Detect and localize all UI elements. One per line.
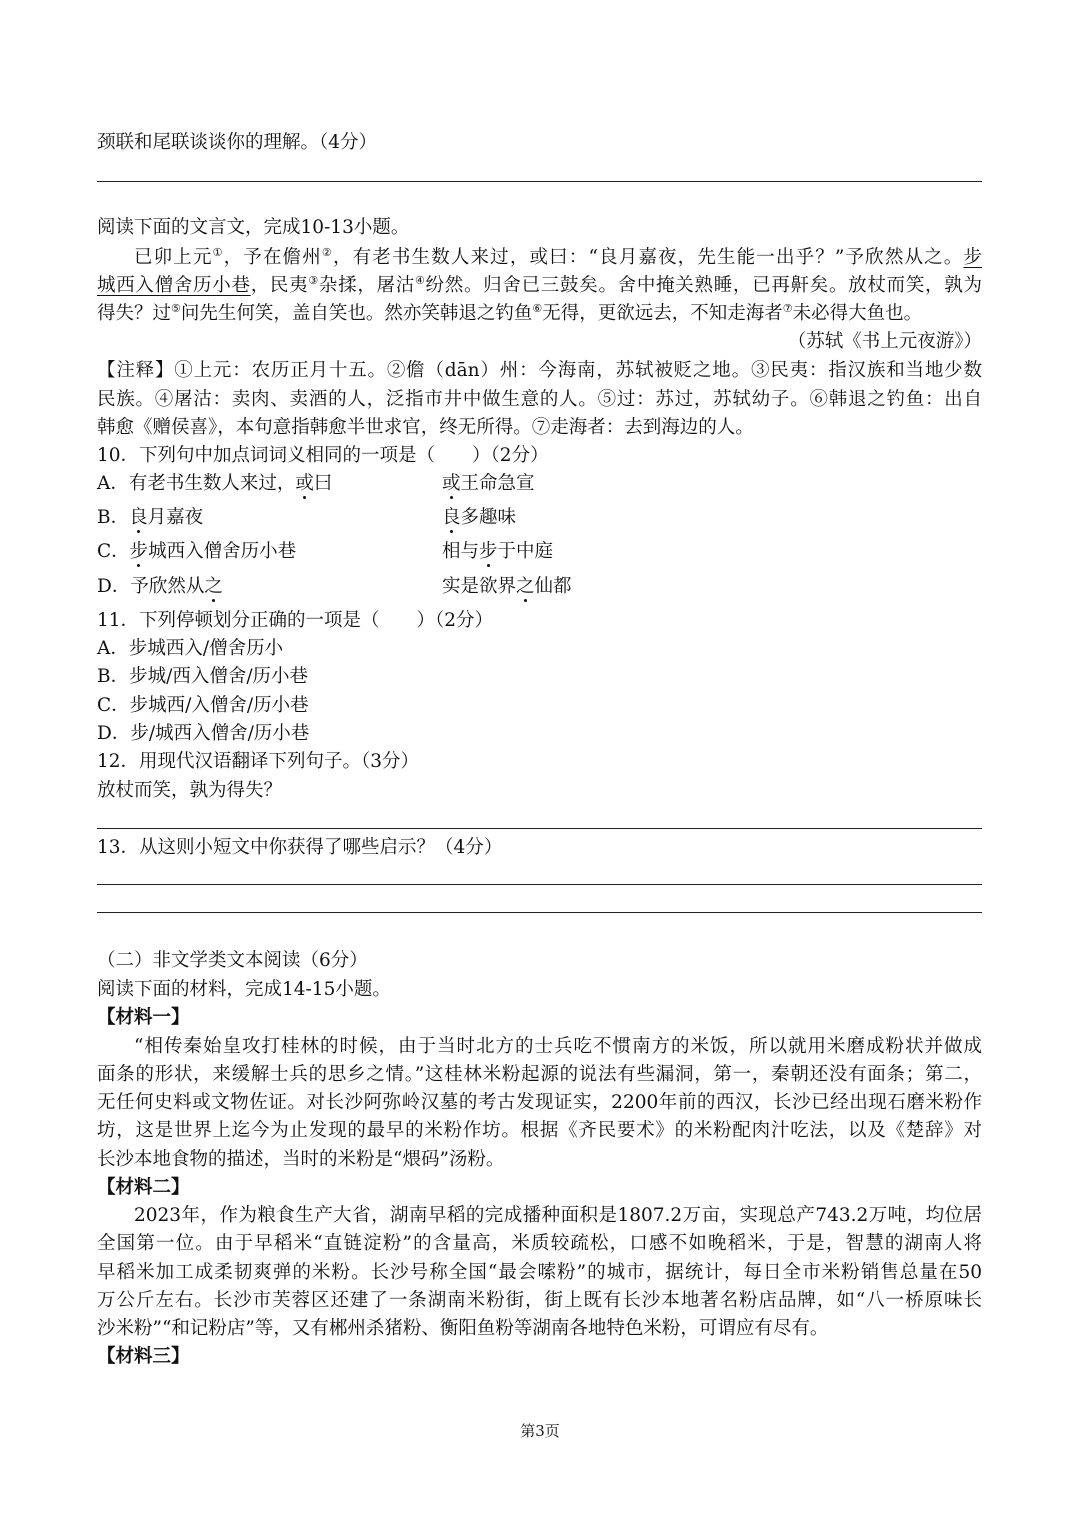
material-line: 沙米粉”“和记粉店”等，又有郴州杀猪粉、衡阳鱼粉等湖南各地特色米粉，可谓应有尽有。 bbox=[97, 1318, 829, 1339]
q11-option-b: B．步城/西入僧舍/历小巷 bbox=[97, 666, 309, 687]
material-line: 无任何史料或文物佐证。对长沙阿弥岭汉墓的考古发现证实，2200年前的西汉，长沙已经出现石磨米粉作 bbox=[97, 1092, 982, 1113]
option-label: D． bbox=[97, 576, 131, 597]
material-line: 面条的形状，来缓解士兵的思乡之情。”这桂林米粉起源的说法有些漏洞，第一，秦朝还没有面条；第二， bbox=[97, 1064, 982, 1085]
note-mark: ⑥ bbox=[532, 301, 543, 315]
q10-option-a bbox=[97, 470, 982, 498]
note-mark: ③ bbox=[308, 273, 319, 287]
material-line: 2023年，作为粮食生产大省，湖南早稻的完成播种面积是1807.2万亩，实现总产743.2万吨，均位居 bbox=[134, 1205, 982, 1226]
text: 于中庭 bbox=[497, 541, 554, 562]
q10-option-b bbox=[97, 504, 982, 532]
dotted-char: 良 bbox=[129, 507, 148, 528]
answer-line bbox=[97, 912, 982, 913]
text: 得失？过 bbox=[97, 303, 172, 324]
classical-text-line bbox=[97, 272, 982, 300]
dotted-char: 或 bbox=[442, 473, 461, 494]
q12-sentence: 放杖而笑，孰为得失？ bbox=[97, 780, 283, 801]
text: 曰 bbox=[313, 473, 333, 494]
text: ，有老书生数人来过，或曰：“良月嘉夜，先生能一出乎？”予欣然从之。 bbox=[332, 247, 964, 268]
section-heading: （二）非文学类文本阅读（6分） bbox=[97, 950, 368, 971]
q12-stem: 12．用现代汉语翻译下列句子。（3分） bbox=[97, 751, 420, 772]
material-1-title: 【材料一】 bbox=[97, 1007, 190, 1028]
classical-intro: 阅读下面的文言文，完成10-13小题。 bbox=[97, 217, 410, 238]
text: 纷然。归舍已三鼓矣。舍中掩关熟睡，已再鼾矣。放杖而笑，孰为 bbox=[425, 275, 982, 296]
option-label: B． bbox=[97, 507, 130, 528]
answer-line bbox=[97, 828, 982, 829]
q10-option-d bbox=[97, 573, 982, 601]
text: 仙都 bbox=[534, 576, 572, 597]
text: 实是欲界 bbox=[442, 576, 517, 597]
answer-line bbox=[97, 181, 982, 182]
text: 有老书生数人来过， bbox=[128, 473, 296, 494]
page-number: 第3页 bbox=[520, 1422, 560, 1440]
q11-option-a: A．步城西入/僧舍历小 bbox=[97, 638, 284, 659]
dotted-char: 之 bbox=[516, 576, 535, 597]
text: 杂揉，屠沽 bbox=[318, 275, 415, 296]
underlined-text: 城西入僧舍历小巷 bbox=[97, 275, 251, 296]
q13-stem: 13．从这则小短文中你获得了哪些启示？（4分） bbox=[97, 837, 503, 858]
material-line: 早稻米加工成柔韧爽弹的米粉。长沙号称全国“最会嗦粉”的城市，据统计，每日全市米粉销售总量在50 bbox=[97, 1262, 982, 1283]
dotted-char: 或 bbox=[295, 473, 314, 494]
note-mark: ④ bbox=[414, 273, 426, 287]
q11-stem: 11．下列停顿划分正确的一项是（ ）（2分） bbox=[97, 610, 494, 631]
text: 无得，更欲远去，不知走海者 bbox=[542, 303, 783, 324]
text: 问先生何笑，盖自笑也。然亦笑韩退之钓鱼 bbox=[180, 303, 533, 324]
dotted-char: 之 bbox=[204, 576, 223, 597]
note-mark: ① bbox=[212, 245, 224, 259]
material-line: 万公斤左右。长沙市芙蓉区还建了一条湖南米粉街，街上既有长沙本地著名粉店品牌，如“八一桥原味长 bbox=[97, 1290, 982, 1311]
text: 城西入僧舍历小巷 bbox=[148, 541, 297, 562]
text: ，予在儋州 bbox=[223, 247, 322, 268]
option-label: C． bbox=[97, 541, 130, 562]
notes-line: 【注释】①上元：农历正月十五。②儋（dān）州：今海南，苏轼被贬之地。③民夷：指汉族和当地少数 bbox=[97, 360, 982, 381]
note-mark: ⑦ bbox=[782, 301, 793, 315]
note-mark: ⑤ bbox=[171, 301, 181, 315]
material-line: 坊，这是世界上迄今为止发现的最早的米粉作坊。根据《齐民要术》的米粉配肉汁吃法，以及《楚辞》对 bbox=[97, 1120, 982, 1141]
q11-option-c: C．步城西/入僧舍/历小巷 bbox=[97, 695, 309, 716]
underlined-text: 步 bbox=[963, 247, 982, 268]
notes-line: 民族。④屠沽：卖肉、卖酒的人，泛指市井中做生意的人。⑤过：苏过，苏轼幼子。⑥韩退之钓鱼：出自 bbox=[97, 389, 982, 410]
notes-line: 韩愈《赠侯喜》，本句意指韩愈半世求官，终无所得。⑦走海者：去到海边的人。 bbox=[97, 417, 754, 438]
answer-line bbox=[97, 884, 982, 885]
text: 未必得大鱼也。 bbox=[792, 303, 923, 324]
text: 已卯上元 bbox=[134, 247, 213, 268]
text: 月嘉夜 bbox=[147, 507, 204, 528]
dotted-char: 步 bbox=[479, 541, 498, 562]
dotted-char: 良 bbox=[442, 507, 461, 528]
q10-option-c bbox=[97, 538, 982, 566]
classical-text-line bbox=[97, 244, 982, 272]
text: 相与 bbox=[442, 541, 480, 562]
question-tail: 颈联和尾联谈谈你的理解。（4分） bbox=[97, 132, 378, 153]
material-line: 全国第一位。由于早稻米“直链淀粉”的含量高，米质较疏松，口感不如晚稻米，于是，智慧的湖南人将 bbox=[97, 1233, 982, 1254]
material-2-title: 【材料二】 bbox=[97, 1177, 190, 1198]
material-line: “相传秦始皇攻打桂林的时候，由于当时北方的士兵吃不惯南方的米饭，所以就用米磨成粉状并做成 bbox=[134, 1036, 982, 1057]
text: ，民夷 bbox=[250, 275, 309, 296]
section-intro: 阅读下面的材料，完成14-15小题。 bbox=[97, 979, 391, 1000]
note-mark: ② bbox=[321, 245, 333, 259]
option-label: A． bbox=[97, 473, 129, 494]
text: 王命急宣 bbox=[460, 473, 535, 494]
material-line: 长沙本地食物的描述，当时的米粉是“煨码”汤粉。 bbox=[97, 1149, 505, 1170]
q11-option-d: D．步/城西入僧舍/历小巷 bbox=[97, 723, 310, 744]
classical-text-line bbox=[97, 300, 982, 328]
source-citation: （苏轼《书上元夜游》） bbox=[787, 331, 982, 352]
material-3-title: 【材料三】 bbox=[97, 1346, 190, 1367]
text: 多趣味 bbox=[460, 507, 517, 528]
q10-stem: 10．下列句中加点词词义相同的一项是（ ）（2分） bbox=[97, 445, 549, 466]
text: 予欣然从 bbox=[130, 576, 205, 597]
dotted-char: 步 bbox=[129, 541, 149, 562]
